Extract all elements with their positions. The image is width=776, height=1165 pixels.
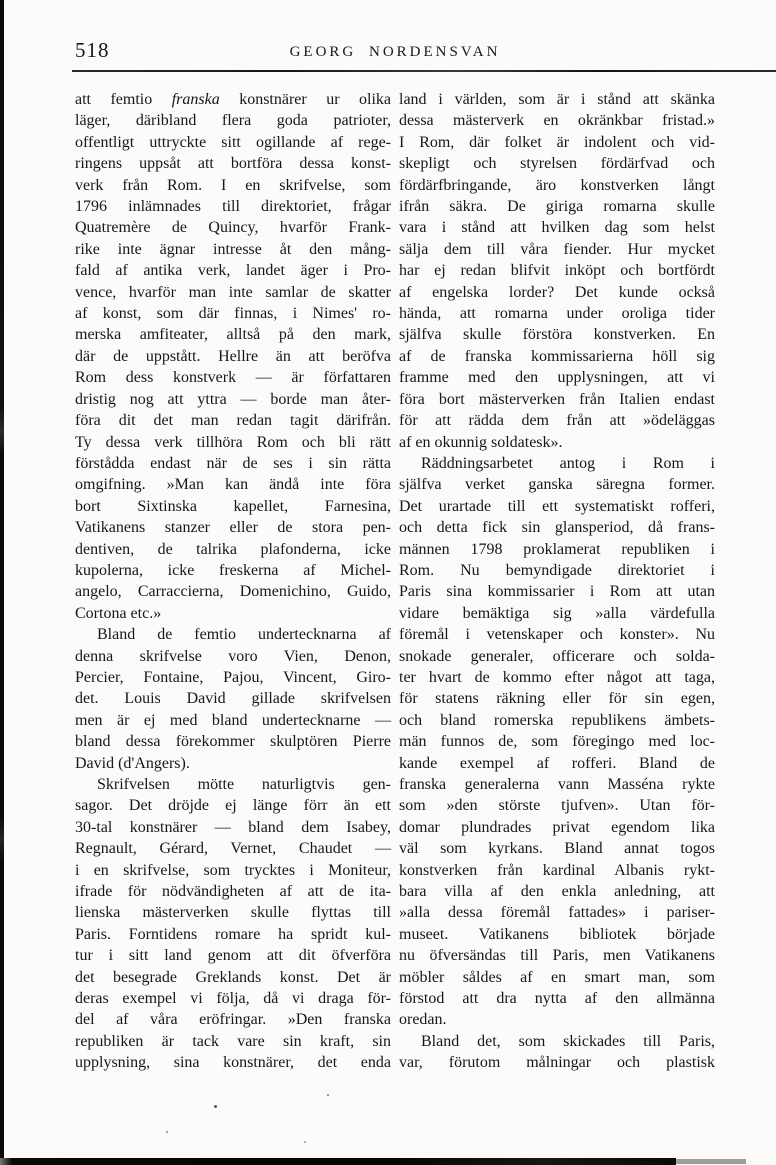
text-line: oredan.	[399, 1011, 447, 1029]
text-line: vence, hvarför man inte samlar de skatter	[75, 283, 391, 301]
text-line: merska amfiteater, alltså på den mark,	[75, 326, 391, 344]
text-line: dessa mästerverk en okränkbar fristad.»	[399, 112, 715, 130]
text-line: land i världen, som är i stånd att skänka	[399, 91, 715, 108]
text-line: konstverken från kardinal Albanis rykt-	[399, 861, 715, 879]
text-line: skepligt och styrelsen fördärfvad och	[399, 155, 715, 173]
text-line: Bland det, som skickades till Paris,	[421, 1032, 715, 1050]
scan-edge-artifact-bottom	[0, 1158, 676, 1165]
text-line: Percier, Fontaine, Pajou, Vincent, Giro-	[75, 668, 391, 686]
text-line: tur i sitt land genom att dit öfverföra	[75, 947, 391, 965]
scan-edge-artifact-left	[0, 0, 4, 1165]
text-line: sälja dem till våra fiender. Hur mycket	[399, 240, 715, 258]
text-line: kupolerna, icke freskerna af Michel-	[75, 561, 391, 579]
text-line: Rom. Nu bemyndigade direktoriet i	[399, 561, 715, 579]
text-line: bort Sixtinska kapellet, Farnesina,	[75, 497, 391, 515]
text-line: 1796 inlämnades till direktoriet, frågar	[75, 198, 391, 216]
text-body	[75, 89, 715, 1074]
text-line: själfva skulle förstöra konstverken. En	[399, 326, 715, 344]
text-line: verk från Rom. I en skrifvelse, som	[75, 176, 391, 194]
text-line: Rom dess konstverk — är författaren	[75, 369, 391, 387]
text-line: Paris. Forntidens romare ha spridt kul-	[75, 925, 391, 943]
text-line: nu öfversändas till Paris, men Vatikanens	[399, 947, 715, 965]
text-line: Det urartade till ett systematiskt rofferi,	[399, 497, 715, 515]
text-line: af en okunnig soldatesk».	[399, 433, 563, 451]
text-column-left	[75, 89, 391, 1074]
text-line: och bland romerska republikens ämbets-	[399, 711, 715, 729]
text-line: ter hvart de kommo efter något att taga,	[399, 668, 715, 686]
text-line: möbler såldes af en smart man, som	[399, 968, 715, 986]
text-line: förstådda endast när de ses i sin rätta	[75, 454, 391, 472]
text-line: ringens uppsåt att bortföra dessa konst-	[75, 155, 391, 173]
text-line: deras exempel vi följa, då vi draga för-	[75, 990, 391, 1008]
text-line: museet. Vatikanens bibliotek började	[399, 925, 715, 943]
text-line: snokade generaler, officerare och solda-	[399, 647, 715, 665]
dust-speck	[327, 1094, 329, 1096]
text-line: i en skrifvelse, som trycktes i Moniteur,	[75, 861, 391, 879]
text-line: Ty dessa verk tillhöra Rom och bli rätt	[75, 433, 391, 451]
scan-edge-artifact-bottom-gray	[676, 1159, 746, 1164]
text-line: männen 1798 proklamerat republiken i	[399, 540, 715, 558]
page-number: 518	[75, 38, 110, 62]
text-line: Räddningsarbetet antog i Rom i	[421, 454, 715, 472]
text-line: dristig nog att yttra — borde man åter-	[75, 390, 391, 408]
text-line: det besegrade Greklands konst. Det är	[75, 968, 391, 986]
text-line: föremål i vetenskaper och konster». Nu	[399, 626, 715, 644]
text-line: bland dessa förekommer skulptören Pierre	[75, 733, 391, 751]
text-line: Paris sina kommissarier i Rom att utan	[399, 583, 715, 601]
dust-speck	[166, 1131, 168, 1133]
text-line: väl som kyrkans. Bland annat togos	[399, 840, 715, 858]
text-line: 30-tal konstnärer — bland dem Isabey,	[75, 818, 391, 836]
text-line: för att rädda dem från att »ödeläggas	[399, 412, 715, 430]
text-line: Cortona etc.»	[75, 604, 162, 622]
text-line: ifrade för nödvändigheten af att de ita-	[75, 883, 391, 901]
text-line: fald af antika verk, landet äger i Pro-	[75, 262, 391, 280]
text-line: af engelska lorder? Det kunde också	[399, 283, 715, 301]
text-line: vidare bemäktiga sig »alla värdefulla	[399, 604, 715, 622]
text-line: och detta fick sin glansperiod, då frans-	[399, 519, 715, 537]
text-line: »alla dessa föremål fattades» i pariser-	[399, 904, 715, 922]
text-line: sagor. Det dröjde ej länge förr än ett	[75, 797, 391, 815]
text-line: föra dit det man redan tagit därifrån.	[75, 412, 391, 430]
text-line: läger, däribland flera goda patrioter,	[75, 112, 391, 130]
text-line: lienska mästerverken skulle flyttas till	[75, 904, 391, 922]
text-line: rike inte ägnar intresse åt den mång-	[75, 240, 391, 258]
dust-speck	[304, 1141, 306, 1143]
text-line: del af våra eröfringar. »Den franska	[75, 1011, 391, 1029]
text-line: denna skrifvelse voro Vien, Denon,	[75, 647, 391, 665]
text-line: ifrån säkra. De giriga romarna skulle	[399, 198, 715, 216]
text-line: franska generalerna vann Masséna rykte	[399, 776, 715, 793]
running-title: GEORG NORDENSVAN	[289, 44, 501, 60]
text-line: män funnos de, som föregingo med loc-	[399, 733, 715, 751]
text-line: som »den störste tjufven». Utan för-	[399, 797, 715, 815]
text-line: men är ej med bland undertecknarne —	[75, 711, 391, 729]
text-line: offentligt uttryckte sitt ogillande af rege-	[75, 133, 391, 151]
text-line: Regnault, Gérard, Vernet, Chaudet —	[75, 840, 391, 858]
text-line: angelo, Carraccierna, Domenichino, Guido,	[75, 583, 391, 601]
text-line: domar plundrades privat egendom lika	[399, 818, 715, 836]
header-rule	[72, 70, 776, 72]
text-line: republiken är tack vare sin kraft, sin	[75, 1032, 391, 1050]
text-line: Vatikanens stanzer eller de stora pen-	[75, 519, 391, 537]
text-line: omgifning. »Man kan ändå inte föra	[75, 476, 391, 494]
text-line: kande exempel af rofferi. Bland de	[399, 754, 715, 772]
text-line: bara villa af den enkla anledning, att	[399, 883, 715, 901]
text-line: Bland de femtio undertecknarna af	[97, 626, 391, 644]
dust-speck	[214, 1105, 217, 1108]
text-line: Quatremère de Quincy, hvarför Frank-	[75, 219, 391, 237]
text-line: I Rom, där folket är indolent och vid-	[399, 133, 715, 151]
text-line: vara i stånd att hvilken dag som helst	[399, 219, 715, 237]
text-line: dentiven, de talrika plafonderna, icke	[75, 540, 391, 558]
text-line: att femtio franska konstnärer ur olika	[75, 91, 391, 108]
text-line: af konst, som där finnas, i Nimes' ro-	[75, 305, 391, 323]
text-column-right	[399, 89, 715, 1074]
text-line: hända, att romarna under oroliga tider	[399, 305, 715, 323]
text-line: fördärfbringande, äro konstverken långt	[399, 176, 715, 194]
text-line: där de uppstått. Hellre än att beröfva	[75, 347, 391, 365]
text-line: har ej redan blifvit inköpt och bortfördt	[399, 262, 715, 280]
text-line: Skrifvelsen mötte naturligtvis gen-	[97, 776, 391, 793]
text-line: själfva verket ganska säregna former.	[399, 476, 715, 494]
text-line: var, förutom målningar och plastisk	[399, 1054, 715, 1072]
text-line: af de franska kommissarierna höll sig	[399, 347, 715, 365]
text-line: framme med den upplysningen, att vi	[399, 369, 715, 387]
text-line: det. Louis David gillade skrifvelsen	[75, 690, 391, 708]
text-line: föra bort mästerverken från Italien endast	[399, 390, 715, 408]
text-line: upplysning, sina konstnärer, det enda	[75, 1054, 391, 1072]
text-line: David (d'Angers).	[75, 754, 190, 772]
text-line: förstod att dra nytta af den allmänna	[399, 990, 715, 1008]
text-line: för statens räkning eller för sin egen,	[399, 690, 715, 708]
